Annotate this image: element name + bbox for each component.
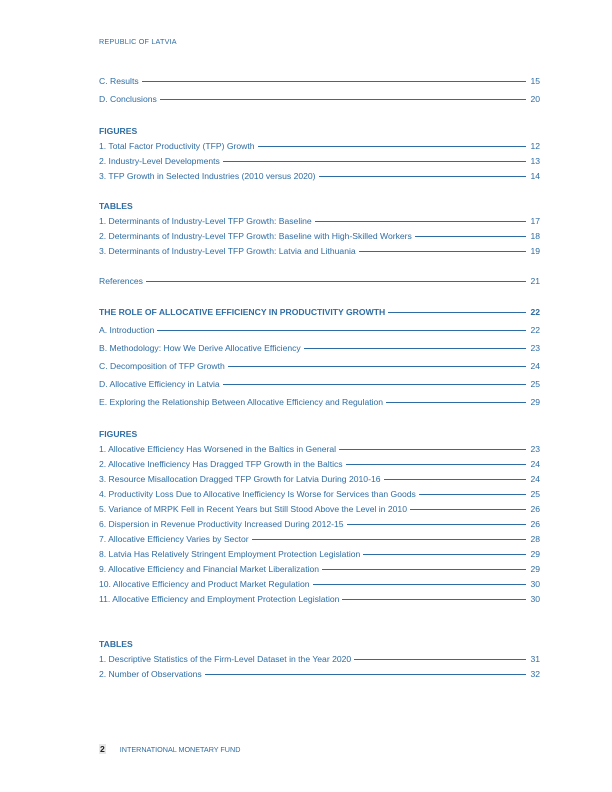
toc-entry-figure[interactable]	[99, 459, 540, 470]
toc-entry-label: D. Allocative Efficiency in Latvia	[99, 379, 220, 389]
toc-entry-figure[interactable]	[99, 171, 540, 182]
toc-entry-label: 3. Resource Misallocation Dragged TFP Growth for Latvia During 2010-16	[99, 474, 381, 484]
toc-entry-table[interactable]	[99, 669, 540, 680]
toc-entry-label: A. Introduction	[99, 325, 155, 335]
dot-leader	[359, 251, 526, 252]
toc-entry-label: 3. TFP Growth in Selected Industries (2010 versus 2020)	[99, 171, 316, 181]
toc-page-number: 32	[530, 669, 540, 679]
dot-leader	[339, 449, 526, 450]
dot-leader	[205, 674, 526, 675]
toc-entry-conclusions[interactable]	[99, 94, 540, 105]
toc-page-number: 19	[530, 246, 540, 256]
toc-page-number: 24	[530, 361, 540, 371]
dot-leader	[386, 402, 526, 403]
toc-entry-figure[interactable]	[99, 141, 540, 152]
toc-page-number: 14	[530, 171, 540, 181]
toc-entry-figure[interactable]	[99, 489, 540, 500]
toc-entry-chapter-title[interactable]	[99, 307, 540, 318]
toc-entry-label: References	[99, 276, 143, 286]
toc-entry-label: 1. Total Factor Productivity (TFP) Growth	[99, 141, 255, 151]
toc-entry-label: 8. Latvia Has Relatively Stringent Employment Protection Legislation	[99, 549, 361, 559]
toc-entry-label: 2. Number of Observations	[99, 669, 202, 679]
dot-leader	[342, 599, 526, 600]
dot-leader	[346, 464, 526, 465]
toc-page-number: 22	[530, 307, 540, 317]
dot-leader	[388, 312, 526, 313]
toc-page-number: 31	[530, 654, 540, 664]
dot-leader	[157, 330, 526, 331]
tables-heading: TABLES	[99, 639, 133, 649]
dot-leader	[363, 554, 526, 555]
toc-entry-figure[interactable]	[99, 504, 540, 515]
dot-leader	[322, 569, 526, 570]
toc-page-number: 30	[530, 594, 540, 604]
toc-page-number: 22	[530, 325, 540, 335]
dot-leader	[258, 146, 526, 147]
toc-page-number: 29	[530, 564, 540, 574]
dot-leader	[347, 524, 526, 525]
toc-entry-section[interactable]	[99, 343, 540, 354]
publisher-name: INTERNATIONAL MONETARY FUND	[119, 744, 241, 754]
toc-entry-label: 2. Industry-Level Developments	[99, 156, 220, 166]
toc-entry-section[interactable]	[99, 379, 540, 390]
toc-entry-results[interactable]	[99, 76, 540, 87]
toc-page-number: 23	[530, 444, 540, 454]
toc-entry-references[interactable]	[99, 276, 540, 287]
toc-entry-label: 7. Allocative Efficiency Varies by Sector	[99, 534, 249, 544]
toc-entry-label: C. Results	[99, 76, 139, 86]
toc-entry-figure[interactable]	[99, 549, 540, 560]
toc-page-number: 23	[530, 343, 540, 353]
toc-entry-figure[interactable]	[99, 594, 540, 605]
toc-entry-figure[interactable]	[99, 534, 540, 545]
dot-leader	[410, 509, 526, 510]
toc-entry-label: 1. Determinants of Industry-Level TFP Growth: Baseline	[99, 216, 312, 226]
dot-leader	[146, 281, 526, 282]
toc-page-number: 17	[530, 216, 540, 226]
toc-entry-label: 4. Productivity Loss Due to Allocative Inefficiency Is Worse for Services than Goods	[99, 489, 416, 499]
figures-heading: FIGURES	[99, 429, 138, 439]
toc-entry-figure[interactable]	[99, 156, 540, 167]
page-footer	[99, 744, 240, 754]
dot-leader	[384, 479, 526, 480]
toc-entry-label: D. Conclusions	[99, 94, 157, 104]
toc-entry-label: E. Exploring the Relationship Between Allocative Efficiency and Regulation	[99, 397, 384, 407]
toc-entry-label: 2. Determinants of Industry-Level TFP Growth: Baseline with High-Skilled Workers	[99, 231, 412, 241]
toc-entry-label: 6. Dispersion in Revenue Productivity Increased During 2012-15	[99, 519, 344, 529]
toc-entry-label: 3. Determinants of Industry-Level TFP Growth: Latvia and Lithuania	[99, 246, 356, 256]
toc-entry-figure[interactable]	[99, 519, 540, 530]
toc-entry-section[interactable]	[99, 397, 540, 408]
toc-entry-section[interactable]	[99, 325, 540, 336]
dot-leader	[142, 81, 526, 82]
toc-page-number: 25	[530, 379, 540, 389]
toc-entry-label: 10. Allocative Efficiency and Product Market Regulation	[99, 579, 310, 589]
toc-page-number: 21	[530, 276, 540, 286]
toc-page-number: 12	[530, 141, 540, 151]
toc-entry-table[interactable]	[99, 246, 540, 257]
dot-leader	[319, 176, 526, 177]
running-header: REPUBLIC OF LATVIA	[99, 37, 177, 46]
toc-entry-label: 9. Allocative Efficiency and Financial Market Liberalization	[99, 564, 320, 574]
toc-entry-label: B. Methodology: How We Derive Allocative Efficiency	[99, 343, 301, 353]
toc-entry-label: C. Decomposition of TFP Growth	[99, 361, 225, 371]
dot-leader	[223, 161, 526, 162]
toc-page-number: 29	[530, 549, 540, 559]
figures-heading: FIGURES	[99, 126, 138, 136]
dot-leader	[415, 236, 526, 237]
toc-entry-figure[interactable]	[99, 444, 540, 455]
toc-entry-section[interactable]	[99, 361, 540, 372]
toc-entry-label: 11. Allocative Efficiency and Employment Protection Legislation	[99, 594, 340, 604]
dot-leader	[223, 384, 526, 385]
toc-page-number: 30	[530, 579, 540, 589]
toc-page-number: 29	[530, 397, 540, 407]
page-number: 2	[100, 744, 105, 754]
toc-page-number: 24	[530, 459, 540, 469]
dot-leader	[313, 584, 526, 585]
toc-entry-figure[interactable]	[99, 474, 540, 485]
dot-leader	[252, 539, 526, 540]
toc-page-number: 18	[530, 231, 540, 241]
toc-page-number: 28	[530, 534, 540, 544]
toc-page-number: 20	[530, 94, 540, 104]
dot-leader	[304, 348, 526, 349]
dot-leader	[160, 99, 526, 100]
toc-page-number: 13	[530, 156, 540, 166]
dot-leader	[315, 221, 526, 222]
toc-page-number: 26	[530, 504, 540, 514]
toc-entry-figure[interactable]	[99, 579, 540, 590]
toc-entry-figure[interactable]	[99, 564, 540, 575]
dot-leader	[419, 494, 526, 495]
toc-page-number: 25	[530, 489, 540, 499]
toc-entry-label: THE ROLE OF ALLOCATIVE EFFICIENCY IN PRODUCTIVITY GROWTH	[99, 307, 386, 317]
toc-page-number: 15	[530, 76, 540, 86]
toc-page-number: 26	[530, 519, 540, 529]
toc-entry-table[interactable]	[99, 231, 540, 242]
dot-leader	[354, 659, 526, 660]
toc-entry-label: 1. Descriptive Statistics of the Firm-Level Dataset in the Year 2020	[99, 654, 352, 664]
toc-entry-label: 5. Variance of MRPK Fell in Recent Years but Still Stood Above the Level in 2010	[99, 504, 407, 514]
toc-page-number: 24	[530, 474, 540, 484]
toc-entry-label: 2. Allocative Inefficiency Has Dragged TFP Growth in the Baltics	[99, 459, 343, 469]
tables-heading: TABLES	[99, 201, 133, 211]
toc-entry-table[interactable]	[99, 216, 540, 227]
toc-entry-table[interactable]	[99, 654, 540, 665]
dot-leader	[228, 366, 526, 367]
toc-entry-label: 1. Allocative Efficiency Has Worsened in the Baltics in General	[99, 444, 337, 454]
